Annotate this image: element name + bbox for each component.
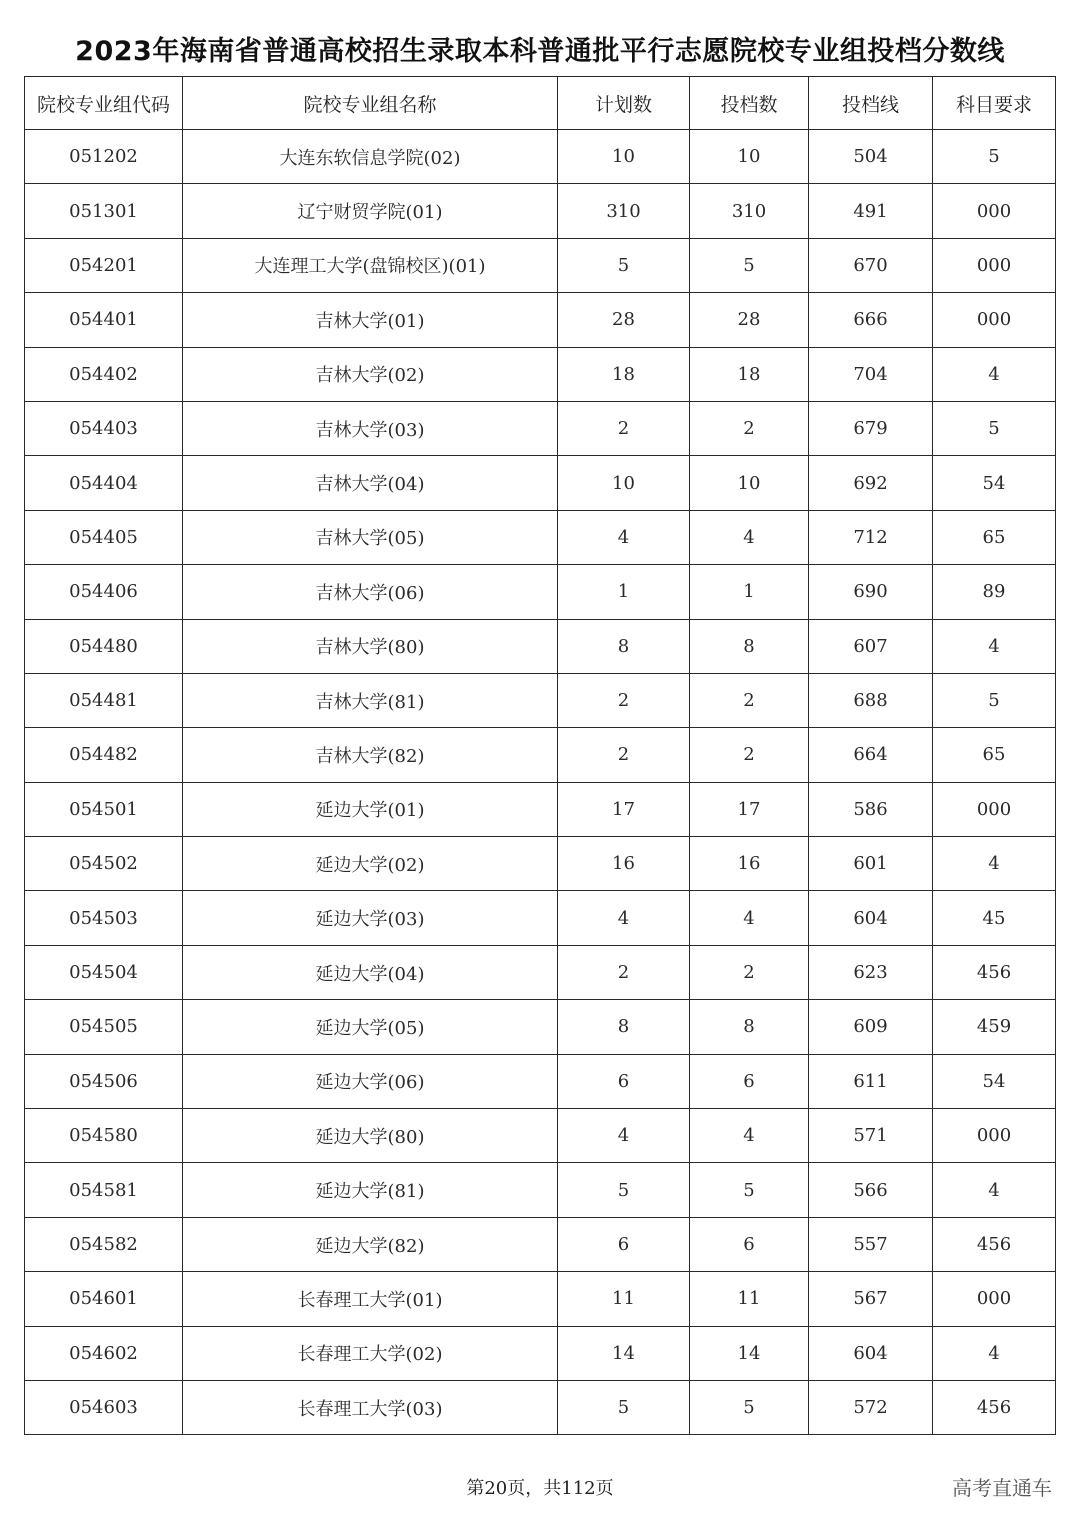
cell-plan-count: 14 [558,1326,690,1380]
cell-subject-requirement: 89 [933,565,1056,619]
cell-cutoff-score: 604 [809,1326,933,1380]
table-row [25,401,1056,455]
cell-subject-requirement: 000 [933,782,1056,836]
cell-plan-count: 6 [558,1217,690,1271]
table-row [25,1380,1056,1434]
cell-admit-count: 4 [690,891,809,945]
cell-plan-count: 11 [558,1272,690,1326]
cell-cutoff-score: 688 [809,673,933,727]
cell-cutoff-score: 664 [809,728,933,782]
cell-group-code: 051202 [25,130,183,184]
cell-cutoff-score: 623 [809,945,933,999]
cell-plan-count: 2 [558,728,690,782]
cell-cutoff-score: 670 [809,238,933,292]
cell-plan-count: 2 [558,673,690,727]
table-row [25,347,1056,401]
cell-cutoff-score: 601 [809,837,933,891]
cell-plan-count: 17 [558,782,690,836]
cell-subject-requirement: 4 [933,1326,1056,1380]
cell-subject-requirement: 000 [933,1109,1056,1163]
cell-admit-count: 310 [690,184,809,238]
cell-group-name: 延边大学(05) [183,1000,558,1054]
cell-group-code: 054481 [25,673,183,727]
table-row [25,1054,1056,1108]
cell-group-name: 延边大学(02) [183,837,558,891]
cell-admit-count: 28 [690,293,809,347]
cell-subject-requirement: 5 [933,130,1056,184]
table-row [25,1000,1056,1054]
cell-group-code: 054602 [25,1326,183,1380]
cell-group-code: 054201 [25,238,183,292]
cell-group-name: 长春理工大学(01) [183,1272,558,1326]
cell-admit-count: 18 [690,347,809,401]
cell-admit-count: 14 [690,1326,809,1380]
cell-cutoff-score: 611 [809,1054,933,1108]
cell-admit-count: 2 [690,673,809,727]
cell-group-code: 054405 [25,510,183,564]
cell-plan-count: 4 [558,1109,690,1163]
cell-cutoff-score: 491 [809,184,933,238]
cell-group-code: 054504 [25,945,183,999]
cell-group-code: 054501 [25,782,183,836]
cell-cutoff-score: 566 [809,1163,933,1217]
cell-group-name: 吉林大学(05) [183,510,558,564]
page-number: 第20页，共112页 [466,1478,614,1499]
cell-group-code: 054401 [25,293,183,347]
cell-group-code: 054404 [25,456,183,510]
cell-subject-requirement: 000 [933,293,1056,347]
table-row [25,728,1056,782]
cell-group-name: 吉林大学(03) [183,401,558,455]
cell-plan-count: 1 [558,565,690,619]
cell-group-name: 吉林大学(81) [183,673,558,727]
cell-group-name: 延边大学(04) [183,945,558,999]
cell-group-name: 大连理工大学(盘锦校区)(01) [183,238,558,292]
table-row [25,673,1056,727]
cell-admit-count: 11 [690,1272,809,1326]
cell-admit-count: 16 [690,837,809,891]
cell-cutoff-score: 609 [809,1000,933,1054]
cell-cutoff-score: 692 [809,456,933,510]
cell-group-name: 大连东软信息学院(02) [183,130,558,184]
cell-plan-count: 10 [558,456,690,510]
cell-subject-requirement: 456 [933,945,1056,999]
cell-plan-count: 4 [558,510,690,564]
table-row [25,837,1056,891]
cell-group-name: 延边大学(06) [183,1054,558,1108]
cell-cutoff-score: 504 [809,130,933,184]
cell-plan-count: 4 [558,891,690,945]
cell-group-name: 延边大学(80) [183,1109,558,1163]
cell-group-name: 吉林大学(01) [183,293,558,347]
cell-subject-requirement: 000 [933,238,1056,292]
table-row [25,945,1056,999]
header-plan-count: 计划数 [558,77,690,130]
cell-admit-count: 5 [690,1380,809,1434]
cell-plan-count: 16 [558,837,690,891]
cell-group-name: 吉林大学(04) [183,456,558,510]
cell-cutoff-score: 666 [809,293,933,347]
page-title: 2023年海南省普通高校招生录取本科普通批平行志愿院校专业组投档分数线 [75,36,1005,67]
table-row [25,1217,1056,1271]
table-row [25,1326,1056,1380]
table-row [25,293,1056,347]
cell-plan-count: 5 [558,1380,690,1434]
cell-subject-requirement: 65 [933,510,1056,564]
cell-group-code: 054506 [25,1054,183,1108]
header-group-code: 院校专业组代码 [25,77,183,130]
table-row [25,510,1056,564]
cell-cutoff-score: 557 [809,1217,933,1271]
table-row [25,1163,1056,1217]
cell-subject-requirement: 54 [933,456,1056,510]
header-admit-count: 投档数 [690,77,809,130]
cell-group-name: 长春理工大学(03) [183,1380,558,1434]
cell-group-code: 054580 [25,1109,183,1163]
table-row [25,782,1056,836]
cell-subject-requirement: 5 [933,401,1056,455]
cell-plan-count: 5 [558,1163,690,1217]
cell-subject-requirement: 4 [933,837,1056,891]
cell-admit-count: 5 [690,1163,809,1217]
cell-group-name: 吉林大学(80) [183,619,558,673]
table-row [25,456,1056,510]
cell-subject-requirement: 456 [933,1380,1056,1434]
cell-admit-count: 2 [690,728,809,782]
cell-subject-requirement: 65 [933,728,1056,782]
header-group-name: 院校专业组名称 [183,77,558,130]
header-subject-requirement: 科目要求 [933,77,1056,130]
cell-group-name: 延边大学(01) [183,782,558,836]
table-header-row [25,77,1056,130]
cell-cutoff-score: 712 [809,510,933,564]
cell-group-name: 吉林大学(06) [183,565,558,619]
cell-group-code: 054403 [25,401,183,455]
cell-cutoff-score: 679 [809,401,933,455]
cell-plan-count: 5 [558,238,690,292]
table-row [25,130,1056,184]
cell-admit-count: 6 [690,1217,809,1271]
cell-group-name: 延边大学(03) [183,891,558,945]
watermark-text: 高考直通车 [952,1476,1052,1500]
cell-admit-count: 1 [690,565,809,619]
cell-plan-count: 8 [558,619,690,673]
cell-group-code: 054406 [25,565,183,619]
table-row [25,565,1056,619]
cell-plan-count: 28 [558,293,690,347]
cell-plan-count: 310 [558,184,690,238]
cell-subject-requirement: 456 [933,1217,1056,1271]
cell-group-code: 054503 [25,891,183,945]
cell-admit-count: 2 [690,401,809,455]
cell-group-code: 054603 [25,1380,183,1434]
cell-subject-requirement: 459 [933,1000,1056,1054]
cell-subject-requirement: 54 [933,1054,1056,1108]
cell-plan-count: 10 [558,130,690,184]
cell-plan-count: 2 [558,401,690,455]
cell-group-code: 054601 [25,1272,183,1326]
cell-group-code: 051301 [25,184,183,238]
cell-plan-count: 6 [558,1054,690,1108]
cell-cutoff-score: 704 [809,347,933,401]
score-table [24,76,1056,1435]
cell-admit-count: 10 [690,130,809,184]
cell-plan-count: 8 [558,1000,690,1054]
cell-group-name: 延边大学(81) [183,1163,558,1217]
table-row [25,891,1056,945]
cell-admit-count: 5 [690,238,809,292]
cell-cutoff-score: 571 [809,1109,933,1163]
table-row [25,1109,1056,1163]
cell-cutoff-score: 607 [809,619,933,673]
header-cutoff-score: 投档线 [809,77,933,130]
cell-group-name: 延边大学(82) [183,1217,558,1271]
cell-admit-count: 4 [690,1109,809,1163]
cell-group-code: 054581 [25,1163,183,1217]
cell-subject-requirement: 45 [933,891,1056,945]
table-row [25,184,1056,238]
cell-cutoff-score: 604 [809,891,933,945]
cell-subject-requirement: 4 [933,347,1056,401]
cell-admit-count: 17 [690,782,809,836]
cell-admit-count: 10 [690,456,809,510]
cell-admit-count: 8 [690,619,809,673]
cell-admit-count: 8 [690,1000,809,1054]
table-body [25,130,1056,1435]
cell-plan-count: 18 [558,347,690,401]
cell-subject-requirement: 5 [933,673,1056,727]
cell-subject-requirement: 000 [933,184,1056,238]
cell-group-code: 054480 [25,619,183,673]
table-row [25,1272,1056,1326]
cell-admit-count: 6 [690,1054,809,1108]
cell-group-name: 吉林大学(82) [183,728,558,782]
cell-subject-requirement: 4 [933,619,1056,673]
cell-subject-requirement: 4 [933,1163,1056,1217]
cell-admit-count: 2 [690,945,809,999]
cell-cutoff-score: 567 [809,1272,933,1326]
cell-group-code: 054502 [25,837,183,891]
cell-group-code: 054402 [25,347,183,401]
cell-cutoff-score: 586 [809,782,933,836]
cell-admit-count: 4 [690,510,809,564]
cell-plan-count: 2 [558,945,690,999]
cell-group-code: 054582 [25,1217,183,1271]
cell-group-code: 054505 [25,1000,183,1054]
cell-group-code: 054482 [25,728,183,782]
cell-cutoff-score: 572 [809,1380,933,1434]
cell-subject-requirement: 000 [933,1272,1056,1326]
table-row [25,238,1056,292]
cell-group-name: 长春理工大学(02) [183,1326,558,1380]
score-table-container [24,76,1055,1435]
table-row [25,619,1056,673]
cell-cutoff-score: 690 [809,565,933,619]
cell-group-name: 辽宁财贸学院(01) [183,184,558,238]
cell-group-name: 吉林大学(02) [183,347,558,401]
